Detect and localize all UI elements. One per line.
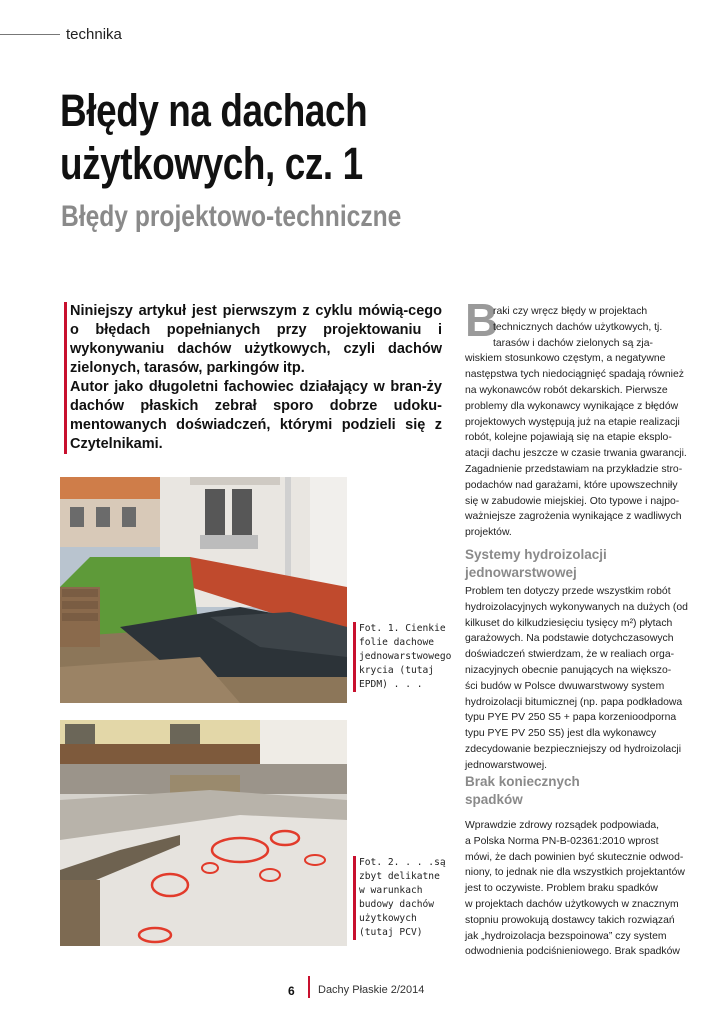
body-text-line: kilkuset do kilkudziesięciu tysięcy m²) płytach xyxy=(465,617,673,629)
body-text-line: tarasów i dachów zielonych są zja- xyxy=(493,337,653,349)
body-text-line: projektowych występują już na etapie realizacji xyxy=(465,416,680,428)
article-title-line-1: Błędy na dachach xyxy=(60,85,368,136)
photo-1 xyxy=(60,477,347,703)
photo-2-caption xyxy=(353,856,453,940)
body-text-line: jak „hydroizolacja bezspoinowa” czy system xyxy=(465,930,667,942)
body-text-line: nizacyjnych obecnie panujących na większo- xyxy=(465,664,672,676)
caption-line: zbyt delikatne xyxy=(359,871,440,882)
drop-cap: B xyxy=(465,294,499,346)
body-text-line: garażowych. Na podstawie dotychczasowych xyxy=(465,633,674,645)
caption-line: Fot. 2. . . .są xyxy=(359,857,446,868)
heading-line: jednowarstwowej xyxy=(465,565,577,580)
body-text-line: się w zabudowie miejskiej. Oto typowe i najpo- xyxy=(465,495,680,507)
caption-line: folie dachowe xyxy=(359,637,435,648)
body-text-line: robót, kolejne pojawiają się na etapie eksplo- xyxy=(465,432,672,444)
photo-1-caption xyxy=(353,622,453,692)
body-text-line: doświadczeń stwierdzam, że w realiach orga- xyxy=(465,649,675,661)
section-text-slopes xyxy=(465,818,685,960)
section-heading-slopes xyxy=(465,773,655,809)
body-text-line: raki czy wręcz błędy w projektach xyxy=(493,306,648,317)
lead-text-2: Autor jako długoletni fachowiec działający w bran-ży dachów płaskich zebrał sporo dobrze udoku-mentowanych doświadczeń, którymi podzieli się z Czytelnikami. xyxy=(70,379,442,452)
body-text-line: niony, to jednak nie dla wszystkich projektantów xyxy=(465,867,685,879)
caption-line: EPDM) . . . xyxy=(359,679,423,690)
body-text-line: jest to oczywiste. Problem braku spadków xyxy=(465,883,658,895)
caption-line: użytkowych xyxy=(359,913,417,924)
body-text-line: ważniejsze zagrożenia wynikające z wadliwych xyxy=(465,511,682,523)
body-text-line: typu PYE PV 250 S5) jest dla wykonawcy xyxy=(465,728,657,740)
lead-text-1: Niniejszy artykuł jest pierwszym z cyklu mówią-cego o błędach popełnianych przy projektowaniu i wykonywaniu dachów użytkowych, czyli dachów zielonych, tarasów, parkingów itp. xyxy=(70,303,442,376)
article-title xyxy=(60,84,552,190)
body-text-line: następstwa tych niedociągnięć spadają również xyxy=(465,369,684,381)
body-text-line: hydroizolacyjnych wykonywanych na dużych (od xyxy=(465,601,688,613)
photo-2-image xyxy=(60,720,347,946)
body-text-line: odwodnienia podciśnieniowego. Brak spadków xyxy=(465,946,680,958)
header-rule xyxy=(0,34,60,35)
section-label: technika xyxy=(66,26,122,43)
body-text-line: zdecydowanie bezpieczniejszy od hydroizolacji xyxy=(465,743,682,755)
body-text-line: typu PYE PV 250 S5 + papa korzenioodporna xyxy=(465,712,677,724)
body-text-line: hydroizolacji bitumicznej (np. papa podkładowa xyxy=(465,696,683,708)
heading-line: spadków xyxy=(465,792,523,807)
body-text-line: problemy dla wykonawcy wynikające z błędów xyxy=(465,400,679,412)
caption-line: (tutaj PCV) xyxy=(359,927,423,938)
body-text-line: atacji dachu jeszcze w czasie trwania gwarancji. xyxy=(465,448,687,460)
heading-line: Systemy hydroizolacji xyxy=(465,547,607,562)
body-text-line: technicznych dachów użytkowych, tj. xyxy=(493,321,663,333)
body-text-line: projektów. xyxy=(465,527,512,539)
body-text-line: Wprawdzie zdrowy rozsądek podpowiada, xyxy=(465,820,660,831)
section-text-hydroisolation xyxy=(465,584,688,774)
intro-column xyxy=(465,304,687,541)
photo-1-image xyxy=(60,477,347,703)
body-text-line: na wykonawców robót dekarskich. Pierwsze xyxy=(465,384,668,396)
section-heading-hydroisolation xyxy=(465,546,655,582)
footer-divider xyxy=(308,976,310,998)
body-text-line: mówi, że dach powinien być skutecznie odwod- xyxy=(465,851,684,863)
body-text-line: podachów nad garażami, które upowszechniły xyxy=(465,479,678,491)
body-text-line: stopniu prowokują dostawcy takich rozwiązań xyxy=(465,914,675,926)
body-text-line: jednowarstwowej. xyxy=(465,759,548,771)
caption-line: krycia (tutaj xyxy=(359,665,435,676)
page-number: 6 xyxy=(288,984,295,998)
body-text-line: Zagadnienie przedstawiam na przykładzie stro- xyxy=(465,463,683,475)
article-title-line-2: użytkowych, cz. 1 xyxy=(60,138,363,189)
body-text-line: w projektach dachów użytkowych w znacznym xyxy=(465,898,679,910)
photo-2 xyxy=(60,720,347,946)
caption-line: Fot. 1. Cienkie xyxy=(359,623,446,634)
heading-line: Brak koniecznych xyxy=(465,774,580,789)
body-text-line: Problem ten dotyczy przede wszystkim robót xyxy=(465,586,671,597)
caption-line: budowy dachów xyxy=(359,899,435,910)
publication-name: Dachy Płaskie 2/2014 xyxy=(318,984,425,996)
caption-line: jednowarstwowego xyxy=(359,651,452,662)
body-text-line: ści budów w Polsce dwuwarstwowy system xyxy=(465,680,665,692)
article-subtitle: Błędy projektowo-techniczne xyxy=(61,200,402,233)
body-text-line: wiskiem stosunkowo częstym, a negatywne xyxy=(465,353,666,365)
body-text-line: a Polska Norma PN-B-02361:2010 wprost xyxy=(465,835,659,847)
lead-paragraph xyxy=(64,302,442,454)
caption-line: w warunkach xyxy=(359,885,423,896)
